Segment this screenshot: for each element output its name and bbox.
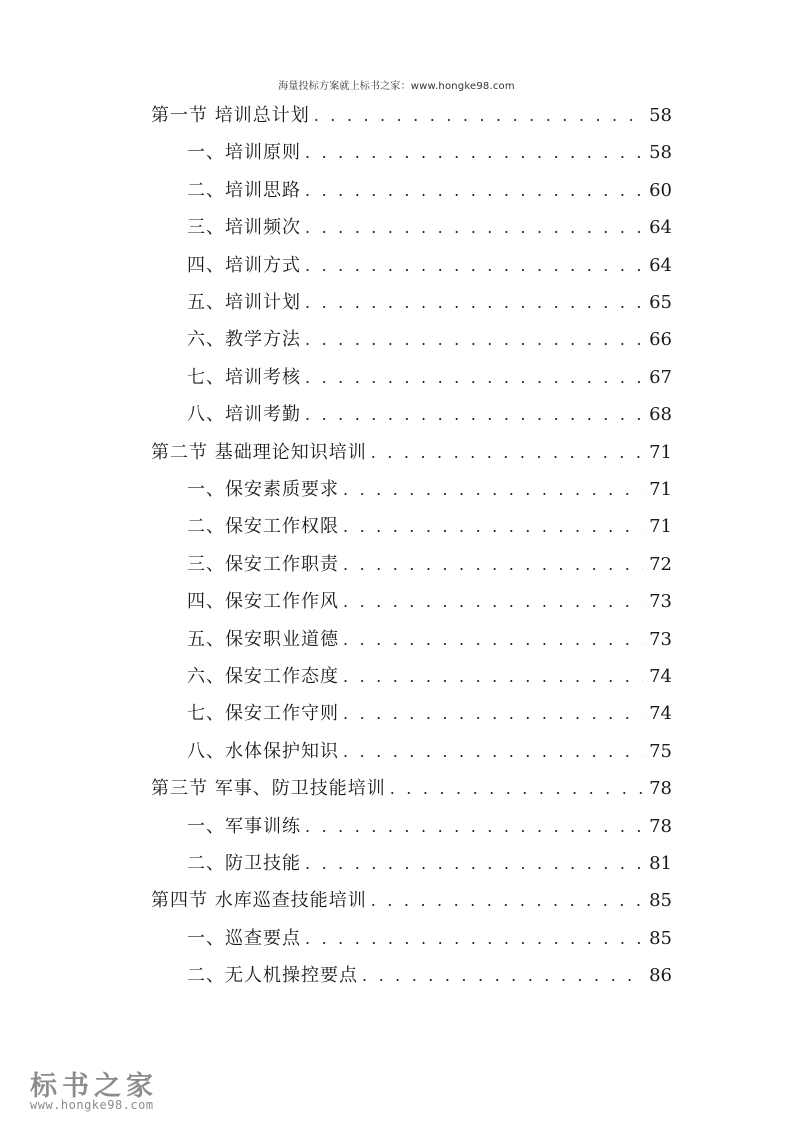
toc-page-number: 64 <box>649 254 672 276</box>
toc-entry-label: 二、无人机操控要点 <box>187 965 358 987</box>
toc-dot-leader <box>305 287 643 319</box>
toc-item-entry[interactable] <box>187 474 672 506</box>
toc-item-entry[interactable] <box>187 511 672 543</box>
toc-entry-label: 六、保安工作态度 <box>187 666 339 687</box>
toc-item-entry[interactable] <box>187 586 672 618</box>
toc-entry-label: 七、培训考核 <box>187 366 301 388</box>
toc-page-number: 58 <box>649 142 672 164</box>
toc-item-entry[interactable] <box>187 287 672 319</box>
toc-item-entry[interactable] <box>187 960 672 992</box>
site-logo <box>30 1064 180 1119</box>
toc-entry-label: 五、保安职业道德 <box>187 628 339 650</box>
toc-entry-label: 四、保安工作作风 <box>187 591 339 613</box>
toc-entry-label: 二、培训思路 <box>187 179 301 201</box>
toc-entry-label: 一、保安素质要求 <box>187 479 339 500</box>
toc-item-entry[interactable] <box>187 250 672 282</box>
toc-entry-label: 六、教学方法 <box>187 329 301 351</box>
logo-title: 标书之家 <box>30 1071 158 1102</box>
toc-entry-label: 一、培训原则 <box>187 142 301 164</box>
toc-entry-label: 一、巡查要点 <box>187 927 301 949</box>
toc-page-number: 64 <box>649 217 672 239</box>
toc-page-number: 74 <box>649 703 672 725</box>
toc-dot-leader <box>371 437 643 469</box>
toc-entry-label: 第三节 军事、防卫技能培训 <box>151 778 386 800</box>
toc-page-number: 65 <box>649 292 672 313</box>
toc-dot-leader <box>305 848 643 880</box>
toc-entry-label: 三、保安工作职责 <box>187 553 339 575</box>
toc-dot-leader <box>390 773 643 805</box>
toc-item-entry[interactable] <box>187 661 672 693</box>
toc-entry-label: 第二节 基础理论知识培训 <box>151 441 367 463</box>
toc-item-entry[interactable] <box>187 212 672 244</box>
toc-dot-leader <box>343 586 643 618</box>
toc-page-number: 81 <box>649 853 672 874</box>
toc-page-number: 73 <box>649 628 672 650</box>
toc-dot-leader <box>371 885 643 917</box>
toc-dot-leader <box>305 923 643 955</box>
toc-entry-label: 一、军事训练 <box>187 815 301 837</box>
toc-item-entry[interactable] <box>187 923 672 955</box>
toc-entry-label: 第四节 水库巡查技能培训 <box>151 890 367 912</box>
toc-dot-leader <box>305 399 643 431</box>
toc-page-number: 66 <box>649 329 672 351</box>
toc-page-number: 85 <box>649 927 672 949</box>
toc-section-entry[interactable] <box>151 773 672 805</box>
toc-entry-label: 八、培训考勤 <box>187 404 301 426</box>
toc-dot-leader <box>305 250 643 282</box>
toc-page-number: 75 <box>649 740 672 762</box>
toc-entry-label: 五、培训计划 <box>187 292 301 313</box>
toc-dot-leader <box>343 624 643 656</box>
toc-page-number: 58 <box>649 105 672 126</box>
toc-entry-label: 八、水体保护知识 <box>187 740 339 762</box>
toc-entry-label: 四、培训方式 <box>187 254 301 276</box>
page-header: 海量投标方案就上标书之家：www.hongke98.com <box>278 81 515 92</box>
toc-page-number: 74 <box>649 666 672 687</box>
toc-page-number: 73 <box>649 591 672 613</box>
toc-page-number: 68 <box>649 404 672 426</box>
toc-item-entry[interactable] <box>187 811 672 843</box>
toc-dot-leader <box>343 549 643 581</box>
toc-item-entry[interactable] <box>187 362 672 394</box>
toc-page-number: 78 <box>649 778 672 800</box>
toc-dot-leader <box>305 362 643 394</box>
toc-dot-leader <box>343 698 643 730</box>
toc-section-entry[interactable] <box>151 885 672 917</box>
toc-section-entry[interactable] <box>151 437 672 469</box>
toc-dot-leader <box>362 960 643 992</box>
toc-page-number: 78 <box>649 815 672 837</box>
toc-dot-leader <box>343 661 643 693</box>
toc-dot-leader <box>343 736 643 768</box>
toc-dot-leader <box>305 324 643 356</box>
toc-item-entry[interactable] <box>187 175 672 207</box>
toc-page-number: 60 <box>649 179 672 201</box>
toc-dot-leader <box>305 811 643 843</box>
toc-entry-label: 二、防卫技能 <box>187 853 301 874</box>
toc-item-entry[interactable] <box>187 698 672 730</box>
toc-item-entry[interactable] <box>187 324 672 356</box>
toc-item-entry[interactable] <box>187 848 672 880</box>
toc-dot-leader <box>343 511 643 543</box>
toc-page-number: 71 <box>649 479 672 500</box>
toc-item-entry[interactable] <box>187 736 672 768</box>
toc-item-entry[interactable] <box>187 399 672 431</box>
toc-page-number: 72 <box>649 553 672 575</box>
toc-item-entry[interactable] <box>187 624 672 656</box>
logo-url: www.hongke98.com <box>30 1098 154 1112</box>
toc-item-entry[interactable] <box>187 549 672 581</box>
toc-dot-leader <box>343 474 643 506</box>
toc-page-number: 71 <box>649 516 672 538</box>
toc-entry-label: 三、培训频次 <box>187 217 301 239</box>
toc-page-number: 86 <box>649 965 672 987</box>
toc-dot-leader <box>305 175 643 207</box>
toc-entry-label: 第一节 培训总计划 <box>151 105 310 126</box>
toc-dot-leader <box>305 137 643 169</box>
toc-entry-label: 七、保安工作守则 <box>187 703 339 725</box>
toc-dot-leader <box>314 100 643 132</box>
toc-entry-label: 二、保安工作权限 <box>187 516 339 538</box>
toc-item-entry[interactable] <box>187 137 672 169</box>
toc-page-number: 67 <box>649 366 672 388</box>
toc-page-number: 71 <box>649 441 672 463</box>
toc-dot-leader <box>305 212 643 244</box>
toc-section-entry[interactable] <box>151 100 672 132</box>
toc-page-number: 85 <box>649 890 672 912</box>
